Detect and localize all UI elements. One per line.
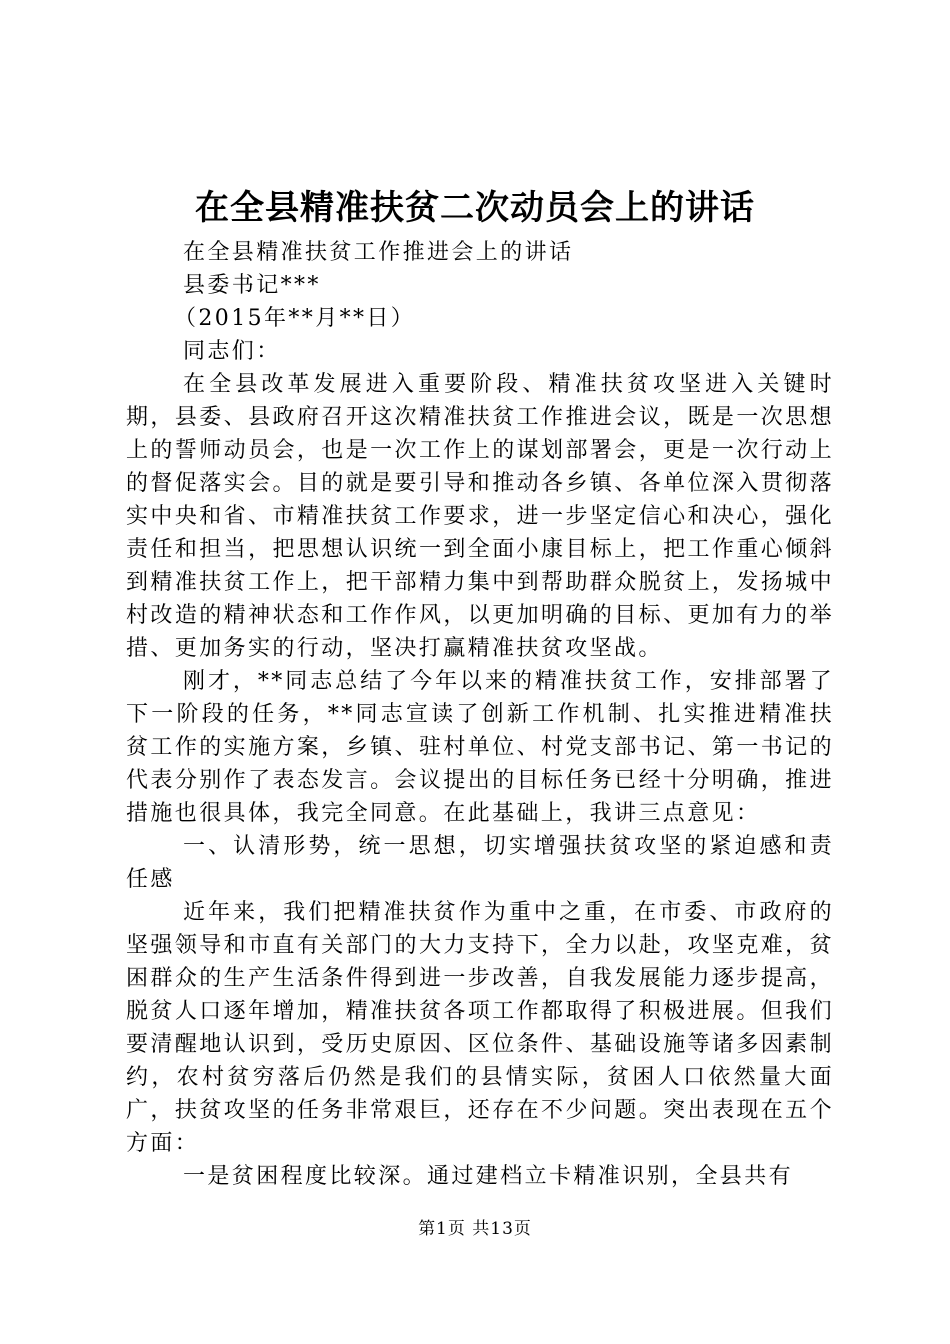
date-line: （2015年**月**日）	[174, 306, 416, 331]
document-title: 在全县精准扶贫二次动员会上的讲话	[195, 188, 755, 228]
document-body	[126, 236, 834, 1193]
page-footer: 第1页 共13页	[418, 1219, 532, 1239]
speaker-line: 县委书记***	[183, 273, 321, 298]
paragraph-3: 近年来，我们把精准扶贫作为重中之重，在市委、市政府的坚强领导和市直有关部门的大力支持下，全力以赴，攻坚克难，贫困群众的生产生活条件得到进一步改善，自我发展能力逐步提高，脱贫人口逐年增加，精准扶贫各项工作都取得了积极进展。但我们要清醒地认识到，受历史原因、区位条件、基础设施等诸多因素制约，农村贫穷落后仍然是我们的县情实际，贫困人口依然量大面广，扶贫攻坚的任务非常艰巨，还存在不少问题。突出表现在五个方面：	[126, 900, 834, 1156]
paragraph-4: 一是贫困程度比较深。通过建档立卡精准识别，全县共有	[183, 1164, 794, 1189]
section-heading-1: 一、认清形势，统一思想，切实增强扶贫攻坚的紧迫感和责任感	[126, 834, 834, 892]
paragraph-1: 在全县改革发展进入重要阶段、精准扶贫攻坚进入关键时期，县委、县政府召开这次精准扶贫工作推进会议，既是一次思想上的誓师动员会，也是一次工作上的谋划部署会，更是一次行动上的督促落实会。目的就是要引导和推动各乡镇、各单位深入贯彻落实中央和省、市精准扶贫工作要求，进一步坚定信心和决心，强化责任和担当，把思想认识统一到全面小康目标上，把工作重心倾斜到精准扶贫工作上，把干部精力集中到帮助群众脱贫上，发扬城中村改造的精神状态和工作作风，以更加明确的目标、更加有力的举措、更加务实的行动，坚决打赢精准扶贫攻坚战。	[126, 372, 834, 661]
speech-subtitle: 在全县精准扶贫工作推进会上的讲话	[183, 240, 574, 265]
paragraph-2: 刚才，**同志总结了今年以来的精准扶贫工作，安排部署了下一阶段的任务，**同志宣读了创新工作机制、扎实推进精准扶贫工作的实施方案，乡镇、驻村单位、村党支部书记、第一书记的代表分别作了表态发言。会议提出的目标任务已经十分明确，推进措施也很具体，我完全同意。在此基础上，我讲三点意见：	[126, 669, 834, 826]
salutation: 同志们：	[183, 339, 281, 364]
